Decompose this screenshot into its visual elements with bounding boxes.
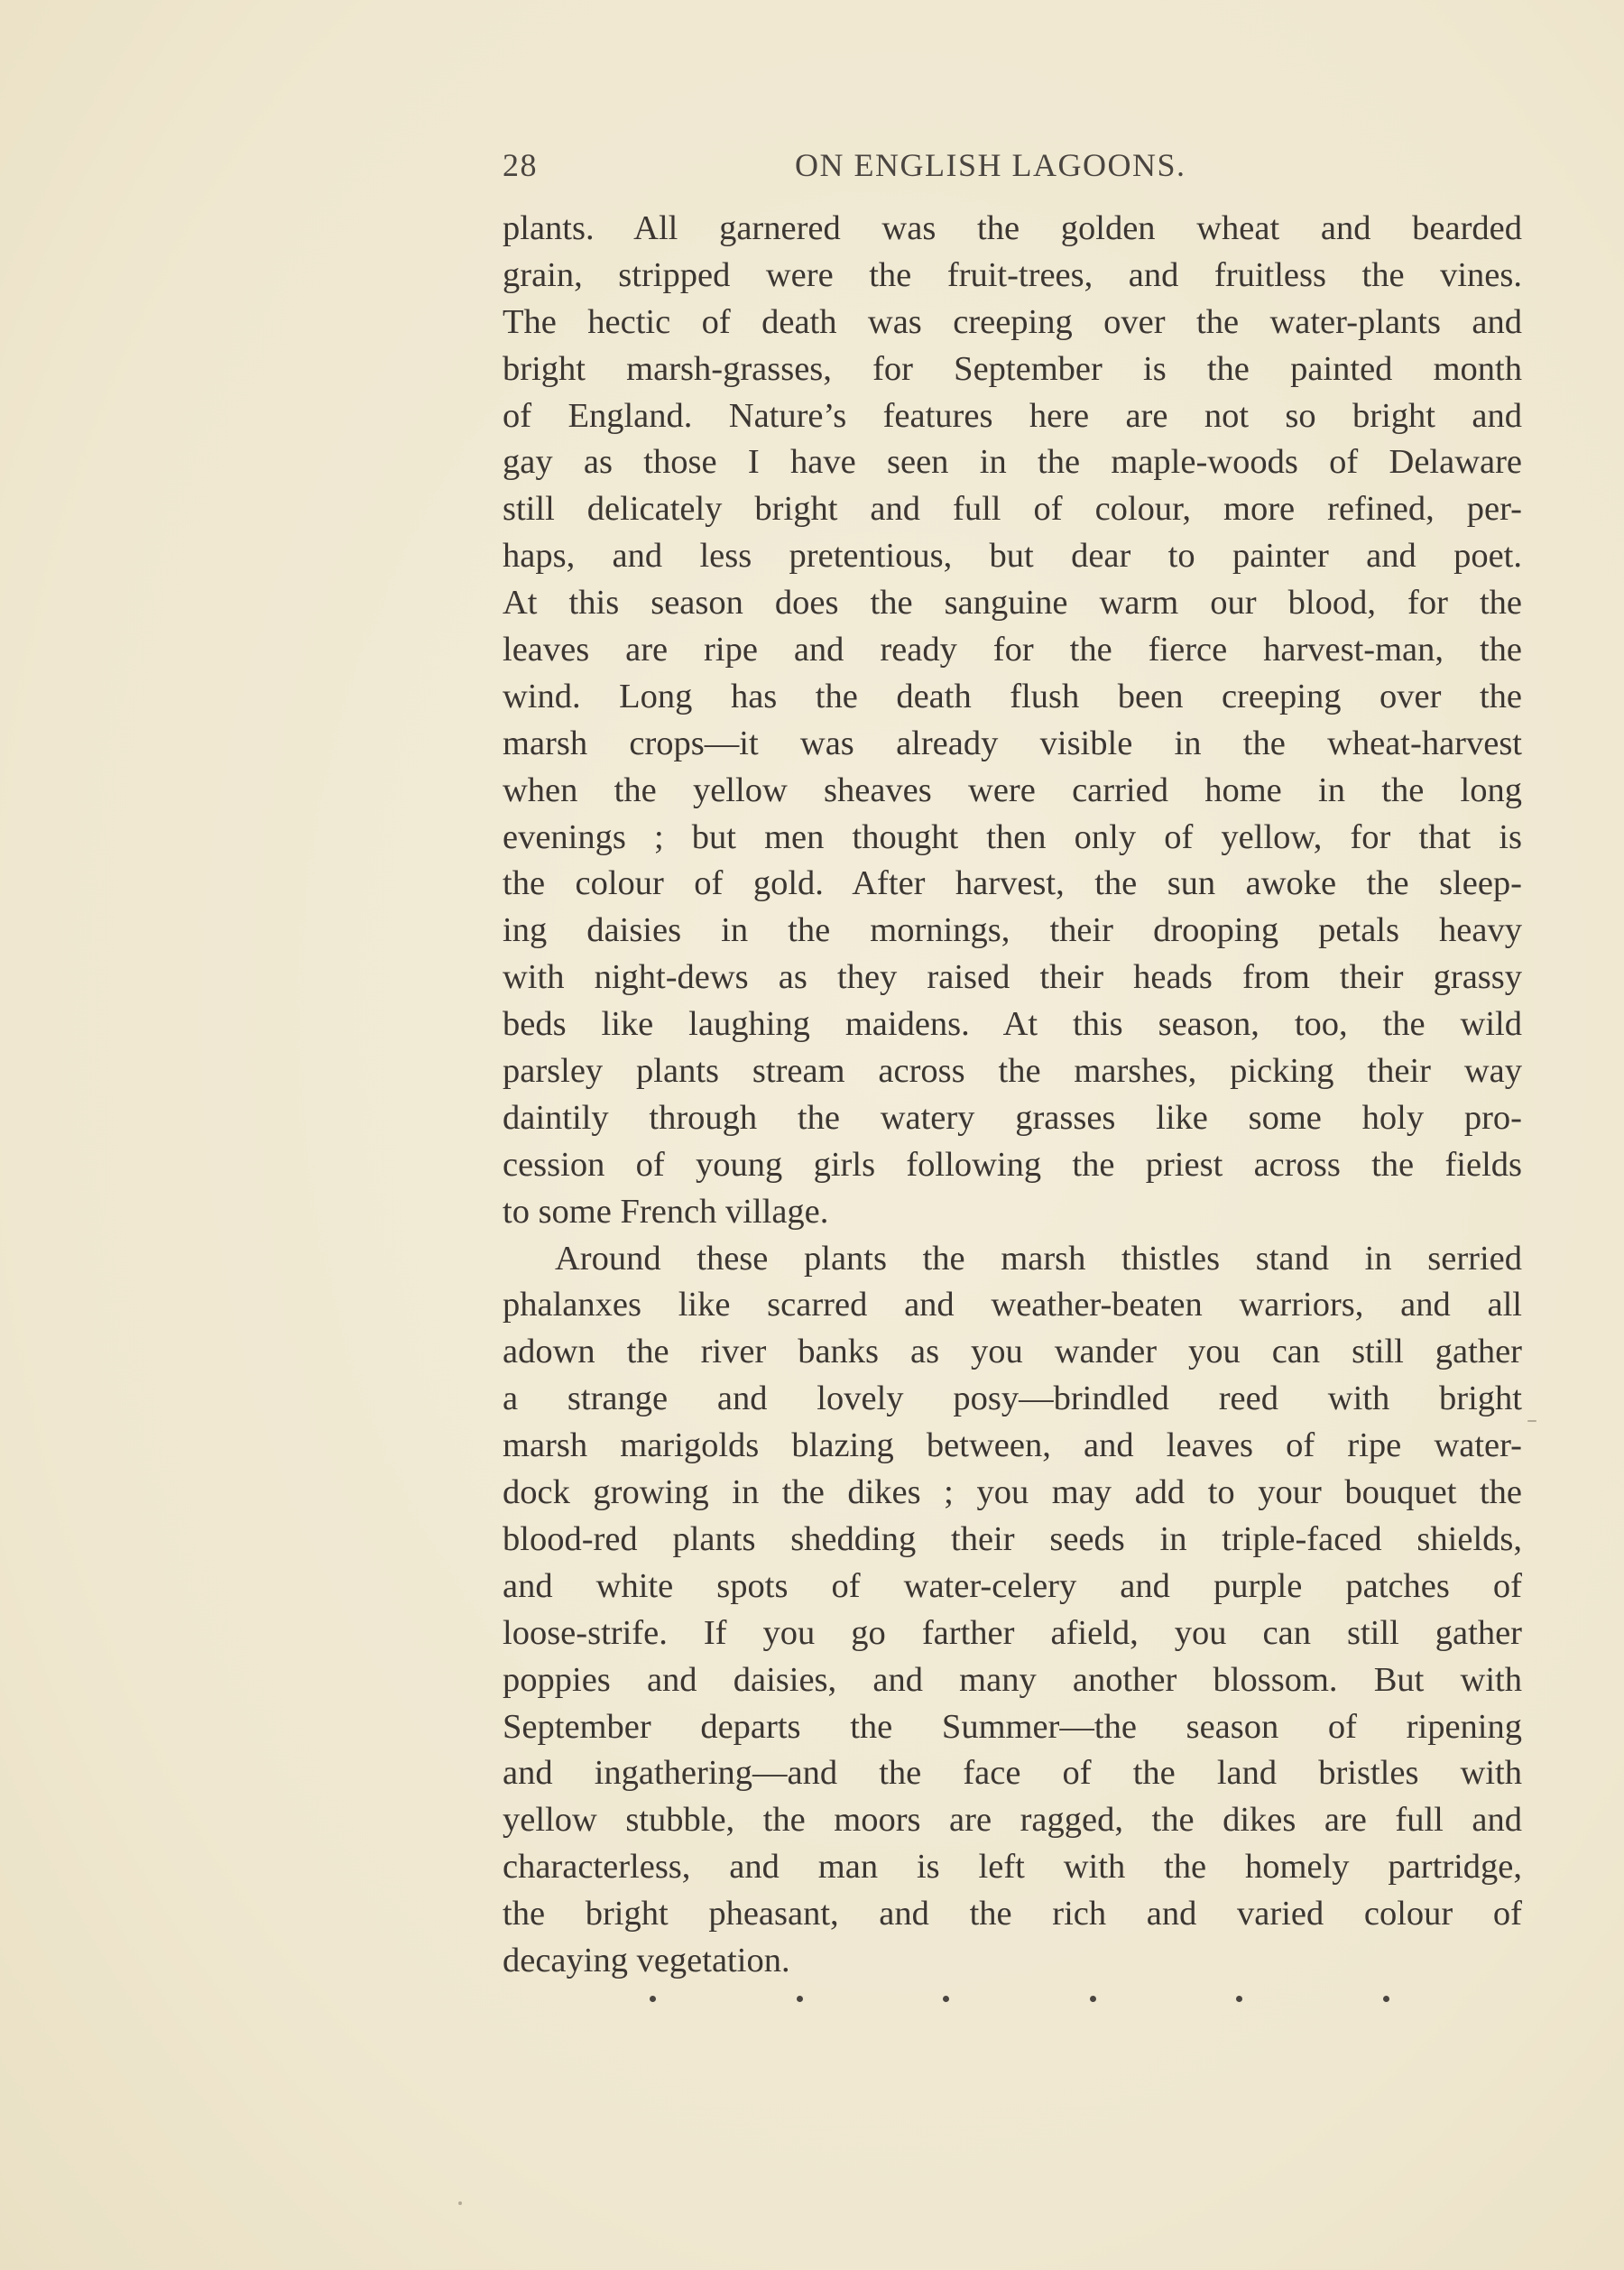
paper-speck bbox=[458, 2201, 462, 2205]
text-line: characterless, and man is left with the homely partridge, bbox=[503, 1848, 1522, 1887]
section-break-ornament bbox=[650, 1996, 1389, 2014]
text-line: the bright pheasant, and the rich and varied colour of bbox=[503, 1895, 1522, 1933]
paragraph-end-line: decaying vegetation. bbox=[503, 1941, 790, 1979]
ornament-dot bbox=[1383, 1996, 1389, 2002]
text-line: marsh crops—it was already visible in the wheat-harvest bbox=[503, 724, 1522, 762]
text-line: haps, and less pretentious, but dear to painter and poet. bbox=[503, 537, 1522, 576]
text-line: adown the river banks as you wander you can still gather bbox=[503, 1333, 1522, 1371]
text-line: The hectic of death was creeping over the water-plants and bbox=[503, 302, 1522, 341]
text-line: the colour of gold. After harvest, the sun awoke the sleep- bbox=[503, 864, 1522, 903]
page-number: 28 bbox=[503, 147, 538, 183]
paragraph-end-line: to some French village. bbox=[503, 1192, 829, 1231]
text-line: yellow stubble, the moors are ragged, the dikes are full and bbox=[503, 1801, 1522, 1840]
text-line: with night-dews as they raised their heads from their grassy bbox=[503, 958, 1522, 997]
text-line: loose-strife. If you go farther afield, you can still gather bbox=[503, 1613, 1522, 1652]
text-line: daintily through the watery grasses like some holy pro- bbox=[503, 1098, 1522, 1137]
running-head bbox=[503, 146, 1522, 193]
text-line: of England. Nature’s features here are not so bright and bbox=[503, 396, 1522, 435]
text-line: leaves are ripe and ready for the fierce harvest-man, the bbox=[503, 631, 1522, 669]
text-line: plants. All garnered was the golden wheat and bearded bbox=[503, 209, 1522, 247]
text-line: wind. Long has the death flush been creeping over the bbox=[503, 677, 1522, 715]
paper-speck bbox=[1527, 1420, 1536, 1422]
body-text bbox=[503, 206, 1522, 1985]
text-line: gay as those I have seen in the maple-woods of Delaware bbox=[503, 443, 1522, 482]
text-line: a strange and lovely posy—brindled reed with bright bbox=[503, 1380, 1522, 1418]
text-line: cession of young girls following the priest across the fields bbox=[503, 1145, 1522, 1184]
text-line: marsh marigolds blazing between, and leaves of ripe water- bbox=[503, 1426, 1522, 1465]
text-line: still delicately bright and full of colour, more refined, per- bbox=[503, 490, 1522, 529]
text-line: and ingathering—and the face of the land bristles with bbox=[503, 1754, 1522, 1793]
text-line: dock growing in the dikes ; you may add to your bouquet the bbox=[503, 1473, 1522, 1512]
text-line: parsley plants stream across the marshes, picking their way bbox=[503, 1052, 1522, 1091]
text-line: bright marsh-grasses, for September is the painted month bbox=[503, 349, 1522, 388]
ornament-dot bbox=[1090, 1996, 1096, 2002]
ornament-dot bbox=[1236, 1996, 1242, 2002]
ornament-dot bbox=[797, 1996, 803, 2002]
text-line: when the yellow sheaves were carried home in the long bbox=[503, 771, 1522, 809]
paragraph-first-line: Around these plants the marsh thistles stand in serried bbox=[555, 1239, 1522, 1278]
ornament-dot bbox=[943, 1996, 949, 2002]
text-line: blood-red plants shedding their seeds in triple-faced shields, bbox=[503, 1519, 1522, 1558]
text-line: At this season does the sanguine warm our blood, for the bbox=[503, 584, 1522, 623]
text-line: phalanxes like scarred and weather-beaten warriors, and all bbox=[503, 1286, 1522, 1324]
text-line: September departs the Summer—the season of ripening bbox=[503, 1707, 1522, 1746]
text-line: and white spots of water-celery and purple patches of bbox=[503, 1566, 1522, 1605]
text-line: beds like laughing maidens. At this season, too, the wild bbox=[503, 1005, 1522, 1044]
ornament-dot bbox=[650, 1996, 656, 2002]
text-line: evenings ; but men thought then only of yellow, for that is bbox=[503, 817, 1522, 856]
text-line: grain, stripped were the fruit-trees, and fruitless the vines. bbox=[503, 255, 1522, 294]
running-title: ON ENGLISH LAGOONS. bbox=[795, 147, 1186, 183]
text-line: poppies and daisies, and many another blossom. But with bbox=[503, 1660, 1522, 1699]
text-line: ing daisies in the mornings, their drooping petals heavy bbox=[503, 911, 1522, 950]
